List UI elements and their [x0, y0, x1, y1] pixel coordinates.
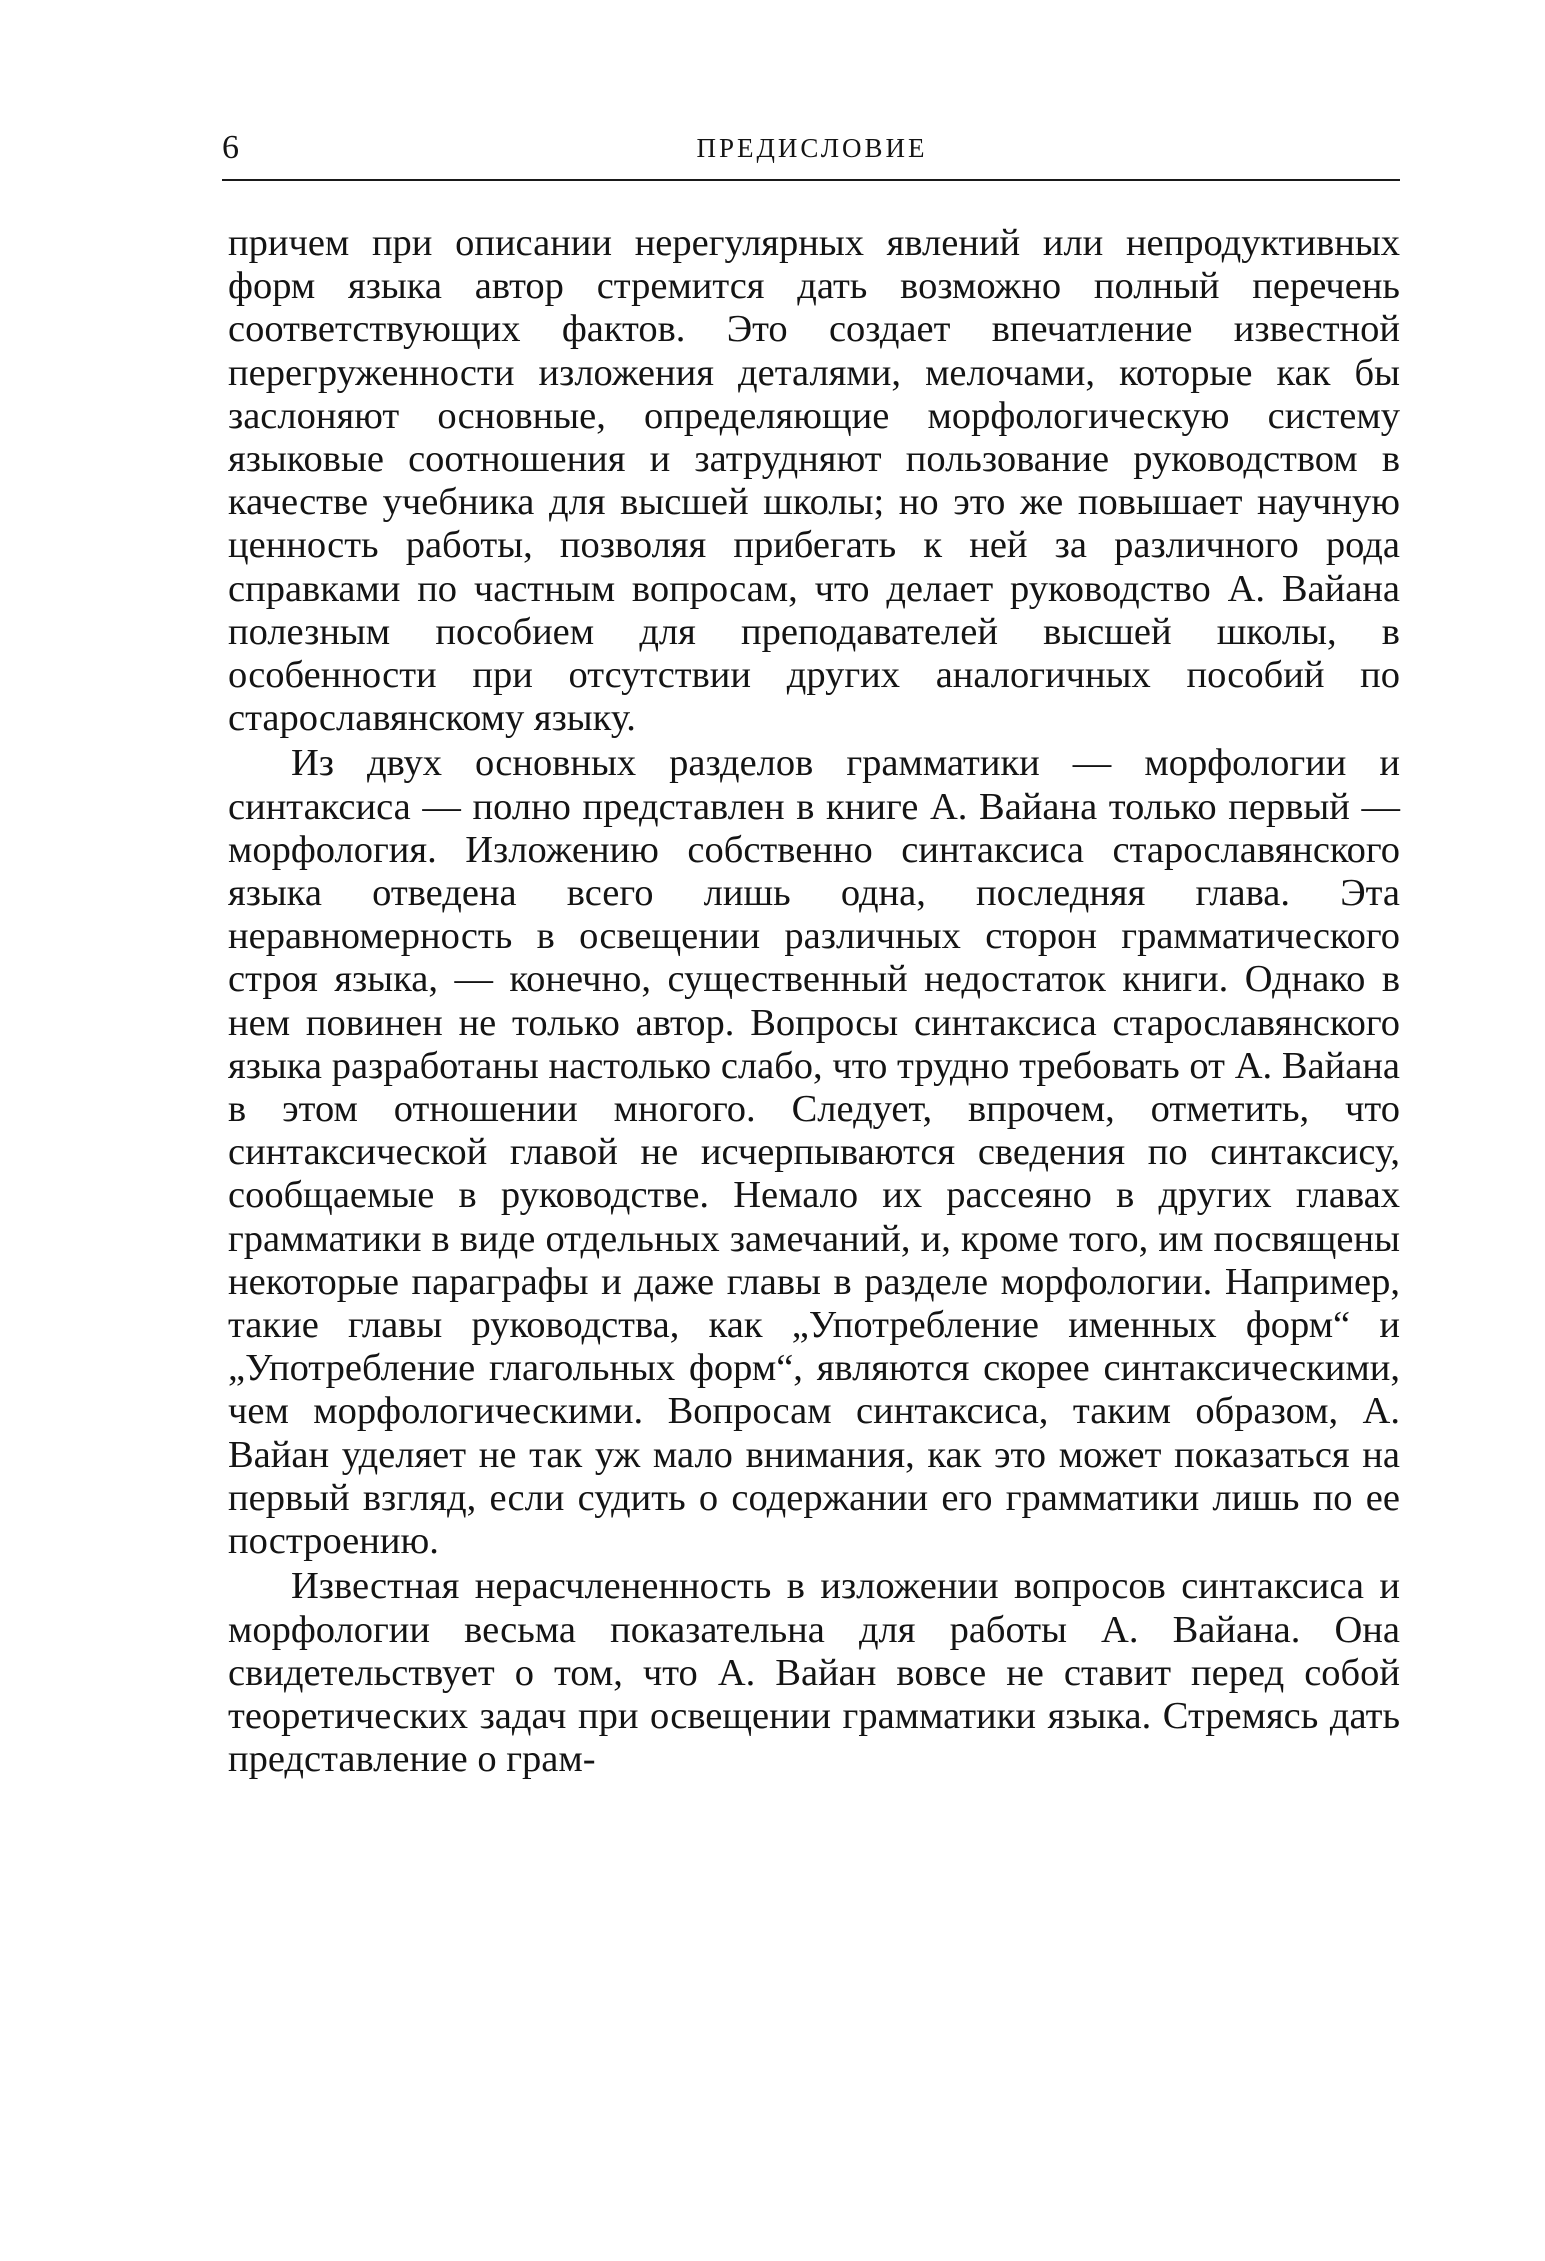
page-number: 6: [222, 129, 239, 166]
header-rule: [222, 179, 1400, 181]
section-title: ПРЕДИСЛОВИЕ: [696, 133, 928, 163]
body-text: [228, 222, 1400, 1781]
paragraph: Из двух основных разделов грамматики — морфологии и синтаксиса — полно представлен в книге А. Вайана только первый — морфология. Изложению собственно синтаксиса старославянского языка отведена всего лишь одна, последняя глава. Эта неравномерность в освещении различных сторон грамматического строя языка, — конечно, существенный недостаток книги. Однако в нем повинен не только автор. Вопросы синтаксиса старославянского языка разработаны настолько слабо, что трудно требовать от А. Вайана в этом отношении многого. Следует, впрочем, отметить, что синтаксической главой не исчерпываются сведения по синтаксису, сообщаемые в руководстве. Немало их рассеяно в других главах грамматики в виде отдельных замечаний, и, кроме того, им посвящены некоторые параграфы и даже главы в разделе морфологии. Например, такие главы руководства, как „Употребление именных форм“ и „Употребление глагольных форм“, являются скорее синтаксическими, чем морфологическими. Вопросам синтаксиса, таким образом, А. Вайан уделяет не так уж мало внимания, как это может показаться на первый взгляд, если судить о содержании его грамматики лишь по ее построению.: [228, 742, 1400, 1563]
paragraph: причем при описании нерегулярных явлений или непродуктивных форм языка автор стремится дать возможно полный перечень соответствующих фактов. Это создает впечатление известной перегруженности изложения деталями, мелочами, которые как бы заслоняют основные, определяющие морфологическую систему языковые соотношения и затрудняют пользование руководством в качестве учебника для высшей школы; но это же повышает научную ценность работы, позволяя прибегать к ней за различного рода справками по частным вопросам, что делает руководство А. Вайана полезным пособием для преподавателей высшей школы, в особенности при отсутствии других аналогичных пособий по старославянскому языку.: [228, 222, 1400, 740]
paragraph: Известная нерасчлененность в изложении вопросов синтаксиса и морфологии весьма показательна для работы А. Вайана. Она свидетельствует о том, что А. Вайан вовсе не ставит перед собой теоретических задач при освещении грамматики языка. Стремясь дать представление о грам-: [228, 1565, 1400, 1781]
running-head: [222, 128, 1402, 174]
